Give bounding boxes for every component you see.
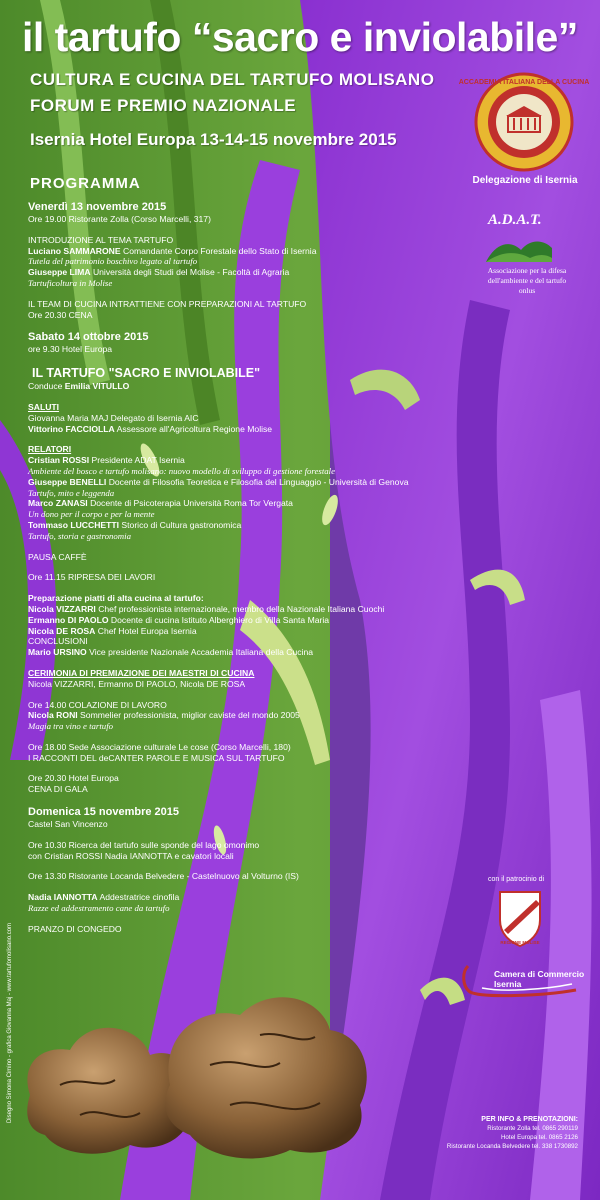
program-talk-title: Ambiente del bosco e tartufo molisano: nuovo modello di sviluppo di gestione forestale (28, 465, 336, 476)
speaker-role: Assessore all'Agricoltura Regione Molise (114, 423, 273, 434)
program-line: Castel San Vincenzo (28, 819, 108, 830)
program-spacer (28, 225, 468, 235)
adat-desc-line-3: onlus (518, 286, 536, 295)
program-line: I RACCONTI DEL deCANTER PAROLE E MUSICA SUL TARTUFO (28, 752, 285, 763)
program-spacer (28, 583, 468, 593)
speaker-name: Nicola VIZZARRI (28, 603, 96, 614)
speaker-name: Vittorino FACCIOLLA (28, 423, 115, 434)
program-day-heading: Venerdì 13 novembre 2015 (28, 201, 167, 213)
program-spacer (28, 392, 468, 402)
program-spacer (28, 830, 468, 840)
program-speaker-line (28, 520, 468, 531)
program-line: IL TEAM DI CUCINA INTRATTIENE CON PREPARAZIONI AL TARTUFO (28, 298, 307, 309)
speaker-name: Ermanno DI PAOLO (28, 614, 109, 625)
program-main-title: IL TARTUFO "SACRO E INVIOLABILE" (32, 366, 261, 381)
program-line: ore 9.30 Hotel Europa (28, 344, 113, 355)
speaker-role: Chef Hotel Europa Isernia (95, 625, 197, 636)
program-spacer (28, 763, 468, 773)
speaker-name: Nicola RONI (28, 710, 78, 721)
adat-description (462, 266, 592, 296)
program-line: Ore 11.15 RIPRESA DEI LAVORI (28, 572, 156, 583)
poster-title: il tartufo “sacro e inviolabile” (22, 14, 578, 60)
program-spacer (28, 320, 468, 330)
program-spacer (28, 882, 468, 892)
program-speaker-line (28, 647, 468, 658)
speaker-name: Nadia IANNOTTA (28, 892, 98, 903)
program-line: Ore 13.30 Ristorante Locanda Belvedere - Castelnuovo al Volturno (IS) (28, 871, 299, 882)
program-speaker-line (28, 626, 468, 637)
adat-title: A.D.A.T. (488, 212, 542, 228)
program-spacer (28, 289, 468, 299)
patrocinio-label: con il patrocinio di (488, 876, 545, 883)
program-line: Ore 18.00 Sede Associazione culturale Le cose (Corso Marcelli, 180) (28, 741, 291, 752)
program-speaker-line (28, 267, 468, 278)
program-spacer (28, 562, 468, 572)
program-spacer (28, 434, 468, 444)
info-line-2: Hotel Europa tel. 0865 2126 (500, 1134, 578, 1141)
regione-logo-text: REGIONE MOLISE (500, 940, 540, 945)
program-day-heading: Domenica 15 novembre 2015 (28, 806, 180, 819)
speaker-role: Giovanna Maria MAJ Delegato di Isernia AIC (28, 412, 199, 423)
program-line: Ore 20.30 CENA (28, 309, 93, 320)
speaker-role: Presidente ADAT Isernia (89, 455, 185, 466)
speaker-role: Comandante Corpo Forestale dello Stato di Isernia (120, 245, 317, 256)
speaker-role: Sommelier professionista, miglior caviste del mondo 2005 (77, 710, 300, 721)
program-talk-title: Tutela del patrimonio boschivo legato al tartufo (28, 256, 198, 267)
camera-line-2: Isernia (494, 979, 522, 989)
speaker-role: Docente di Filosofia Teoretica e Filosofia del Linguaggio - Università di Genova (106, 476, 409, 487)
program-talk-title: Magia tra vino e tartufo (28, 721, 114, 732)
regione-molise-logo (496, 890, 544, 948)
program-section-heading: SALUTI (28, 401, 60, 412)
program-section-heading: RELATORI (28, 444, 72, 455)
program-speaker-line (28, 381, 468, 392)
speaker-name: Cristian ROSSI (28, 455, 90, 466)
speaker-role: Università degli Studi del Molise - Facoltà di Agraria (90, 267, 290, 278)
venue-dates: Isernia Hotel Europa 13-14-15 novembre 2015 (30, 130, 397, 149)
program-line: CONCLUSIONI (28, 636, 88, 647)
program-speaker-line (28, 892, 468, 903)
program-section-heading: CERIMONIA DI PREMIAZIONE DEI MAESTRI DI CUCINA (28, 667, 255, 678)
program-speaker-line (28, 679, 468, 690)
speaker-name: Giuseppe LIMA (28, 267, 91, 278)
program-spacer (28, 690, 468, 700)
info-box (400, 1115, 578, 1151)
subtitle-forum: FORUM E PREMIO NAZIONALE (30, 96, 297, 115)
program-speaker-line (28, 851, 468, 862)
program-line: CENA DI GALA (28, 784, 88, 795)
program-bold-line: Preparazione piatti di alta cucina al tartufo: (28, 593, 204, 604)
speaker-role: con Cristian ROSSI Nadia IANNOTTA e cavatori locali (28, 850, 234, 861)
adat-desc-line-1: Associazione per la difesa (487, 266, 567, 275)
info-line-1: Ristorante Zolla tel. 0865 290119 (487, 1125, 578, 1132)
speaker-role: Storico di Cultura gastronomica (119, 519, 242, 530)
speaker-role: Addestratrice cinofila (97, 892, 180, 903)
program-line: INTRODUZIONE AL TEMA TARTUFO (28, 234, 174, 245)
programma-heading: PROGRAMMA (30, 175, 141, 192)
program-day-heading: Sabato 14 ottobre 2015 (28, 331, 149, 344)
program-speaker-line (28, 246, 468, 257)
program-spacer (28, 914, 468, 924)
program-spacer (28, 861, 468, 871)
speaker-role: Vice presidente Nazionale Accademia Italiana della Cucina (86, 647, 314, 658)
program-speaker-line (28, 615, 468, 626)
speaker-name: Marco ZANASI (28, 498, 88, 509)
speaker-role: Chef professionista internazionale, membro della Nazionale Italiana Cuochi (95, 603, 385, 614)
program-spacer (28, 542, 468, 552)
program-line: PAUSA CAFFÈ (28, 551, 87, 562)
delegazione-label: Delegazione di Isernia (472, 175, 578, 186)
program-line: Ore 10.30 Ricerca del tartufo sulle sponde del lago omonimo (28, 839, 260, 850)
speaker-name: Giuseppe BENELLI (28, 476, 107, 487)
program-speaker-line (28, 455, 468, 466)
design-credit: Disegno Simona Cimino - grafica Giovanna Maj - www.tartufomolisano.com (7, 922, 13, 1124)
program-speaker-line (28, 424, 468, 435)
speaker-name: Luciano SAMMARONE (28, 245, 121, 256)
program-spacer (28, 732, 468, 742)
program-spacer (28, 795, 468, 805)
info-line-3: Ristorante Locanda Belvedere tel. 338 1730892 (446, 1143, 578, 1150)
truffles-illustration (20, 975, 380, 1165)
speaker-name: Nicola DE ROSA (28, 625, 96, 636)
program-speaker-line (28, 710, 468, 721)
program-speaker-line (28, 498, 468, 509)
program-talk-title: Tartufo, mito e leggenda (28, 487, 115, 498)
speaker-role: Conduce (28, 381, 65, 392)
speaker-role: Nicola VIZZARRI, Ermanno DI PAOLO, Nicola DE ROSA (28, 678, 246, 689)
program-spacer (28, 355, 468, 365)
camera-line-1: Camera di Commercio (494, 969, 585, 979)
program-line: PRANZO DI CONGEDO (28, 923, 122, 934)
subtitle-culture: CULTURA E CUCINA DEL TARTUFO MOLISANO (30, 70, 435, 89)
program-speaker-line (28, 477, 468, 488)
speaker-role: Docente di Psicoterapia Università Roma Tor Vergata (87, 498, 293, 509)
adat-hills-logo (486, 232, 552, 262)
speaker-name: Mario URSINO (28, 647, 87, 658)
program-talk-title: Tartufo, storia e gastronomia (28, 530, 131, 541)
info-heading: PER INFO & PRENOTAZIONI: (481, 1116, 578, 1123)
program-line: Ore 20.30 Hotel Europa (28, 773, 119, 784)
program-list (28, 200, 468, 935)
program-speaker-line (28, 604, 468, 615)
speaker-name: Tommaso LUCCHETTI (28, 519, 120, 530)
camera-commercio-label (494, 969, 584, 989)
program-speaker-line (28, 413, 468, 424)
accademia-logo-text: ACCADEMIA ITALIANA DELLA CUCINA (458, 79, 590, 86)
program-line: Ore 19.00 Ristorante Zolla (Corso Marcelli, 317) (28, 214, 211, 224)
accademia-cucina-logo (458, 72, 590, 172)
speaker-role: Docente di cucina Istituto Alberghiero di Villa Santa Maria (108, 614, 330, 625)
program-spacer (28, 658, 468, 668)
program-talk-title: Razze ed addestramento cane da tartufo (28, 903, 170, 914)
adat-desc-line-2: dell'ambiente e del tartufo (487, 276, 567, 285)
program-talk-title: Tartuficoltura in Molise (28, 277, 113, 288)
program-talk-title: Un dono per il corpo e per la mente (28, 509, 155, 520)
speaker-name: Emilia VITULLO (64, 381, 130, 392)
program-line: Ore 14.00 COLAZIONE DI LAVORO (28, 699, 167, 710)
